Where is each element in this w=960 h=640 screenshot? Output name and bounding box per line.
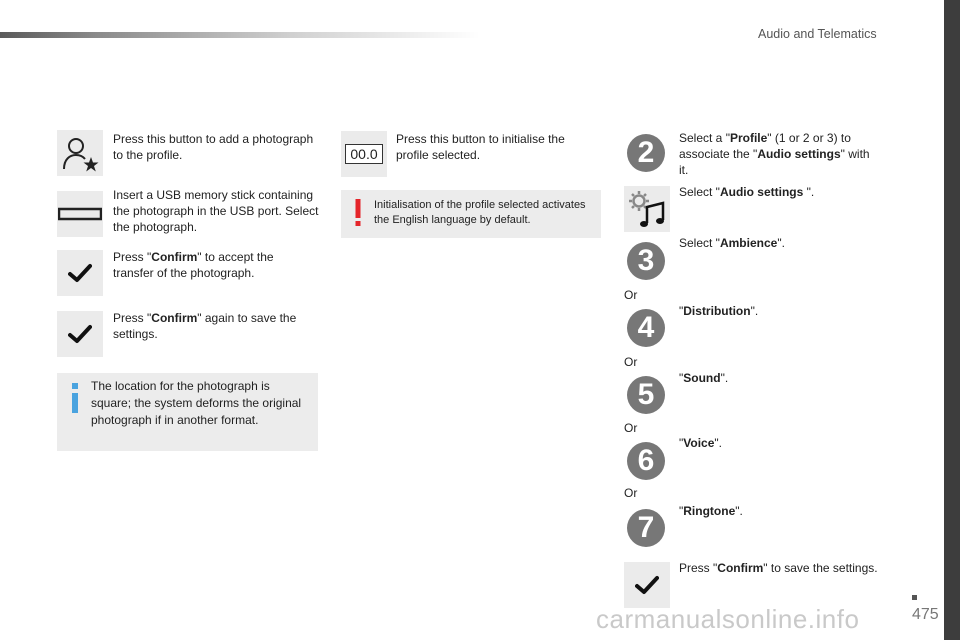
initialise-button[interactable] bbox=[341, 131, 387, 177]
profile-star-icon bbox=[60, 133, 100, 173]
select-profile-text: Select a "Profile" (1 or 2 or 3) to associate the "Audio settings" with it. bbox=[679, 131, 870, 177]
add-photo-text: Press this button to add a photograph to the profile. bbox=[113, 132, 314, 162]
confirm2-text: Press "Confirm" again to save the settings. bbox=[113, 311, 297, 341]
page-number: 475 bbox=[912, 606, 939, 623]
warning-exclamation-icon bbox=[354, 199, 362, 227]
or-label: Or bbox=[624, 355, 638, 369]
warning-note-text: Initialisation of the profile selected activates the English language by default. bbox=[374, 199, 586, 226]
select-audio-settings-text: Select "Audio settings ". bbox=[679, 185, 815, 199]
confirm-button-1[interactable] bbox=[57, 250, 103, 296]
confirm-save-text: Press "Confirm" to save the settings. bbox=[679, 561, 878, 575]
step-number-2: 2 bbox=[627, 134, 665, 172]
page-dot bbox=[912, 595, 917, 600]
header-gradient-bar bbox=[0, 32, 480, 38]
audio-settings-button[interactable] bbox=[624, 186, 670, 232]
step-number-3: 3 bbox=[627, 242, 665, 280]
warning-note-box bbox=[341, 190, 601, 238]
info-icon bbox=[70, 383, 80, 413]
step-number-7: 7 bbox=[627, 509, 665, 547]
watermark: carmanualsonline.info bbox=[596, 604, 860, 634]
gear-music-note-icon bbox=[625, 187, 669, 231]
info-note-text: The location for the photograph is square; the system deforms the original photograph if in another format. bbox=[91, 379, 302, 427]
confirm1-text: Press "Confirm" to accept the transfer of the photograph. bbox=[113, 250, 274, 280]
usb-stick-icon bbox=[58, 206, 102, 222]
checkmark-icon bbox=[68, 324, 92, 344]
voice-text: "Voice". bbox=[679, 436, 722, 450]
confirm-button-2[interactable] bbox=[57, 311, 103, 357]
checkmark-icon bbox=[68, 263, 92, 283]
page-edge-bar bbox=[944, 0, 960, 640]
step-number-4: 4 bbox=[627, 309, 665, 347]
step-number-6: 6 bbox=[627, 442, 665, 480]
info-note-box bbox=[57, 373, 318, 451]
checkmark-icon bbox=[635, 575, 659, 595]
ringtone-text: "Ringtone". bbox=[679, 504, 743, 518]
sound-text: "Sound". bbox=[679, 371, 729, 385]
select-ambience-text: Select "Ambience". bbox=[679, 236, 785, 250]
usb-port-box bbox=[57, 191, 103, 237]
or-label: Or bbox=[624, 421, 638, 435]
or-label: Or bbox=[624, 486, 638, 500]
section-title: Audio and Telematics bbox=[758, 27, 877, 41]
step-number-5: 5 bbox=[627, 376, 665, 414]
add-photo-button[interactable] bbox=[57, 130, 103, 176]
confirm-save-button[interactable] bbox=[624, 562, 670, 608]
usb-text: Insert a USB memory stick containing the photograph in the USB port. Select the photograph. bbox=[113, 188, 319, 234]
distribution-text: "Distribution". bbox=[679, 304, 759, 318]
or-label: Or bbox=[624, 288, 638, 302]
initialise-text: Press this button to initialise the profile selected. bbox=[396, 132, 565, 162]
display-readout: 00.0 bbox=[345, 144, 382, 164]
